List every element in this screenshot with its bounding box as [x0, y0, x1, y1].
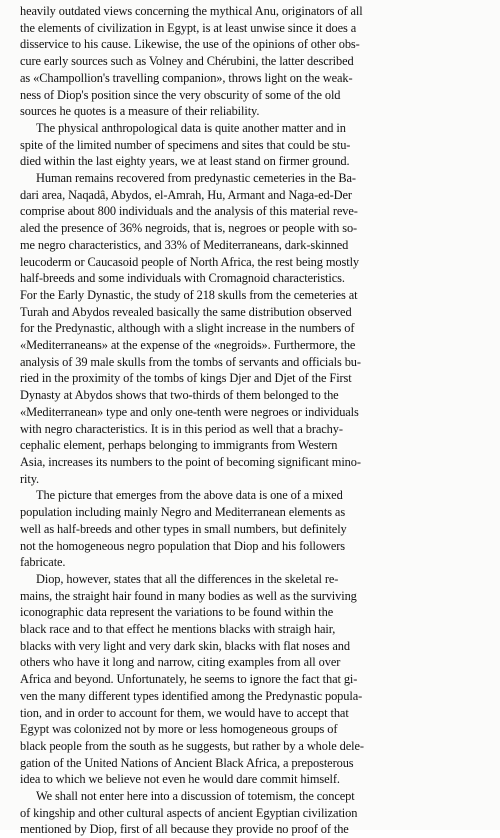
paragraph-4: [20, 487, 490, 571]
text-line: We shall not enter here into a discussion of totemism, the concept: [36, 789, 355, 804]
text-line: half-breeds and some individuals with Cromagnoid characteristics.: [20, 271, 345, 286]
text-line: died within the last eighty years, we at least stand on firmer ground.: [20, 154, 350, 169]
text-line: The physical anthropological data is quite another matter and in: [36, 120, 346, 135]
text-line: ness of Diop's position since the very obscurity of some of the old: [20, 87, 341, 102]
text-line: Human remains recovered from predynastic cemeteries in the Ba-: [36, 171, 356, 186]
text-line: of kingship and other cultural aspects of ancient Egyptian civilization: [20, 805, 358, 820]
paragraph-2: [20, 120, 490, 170]
text-line: the elements of civilization in Egypt, is at least unwise since it does a: [20, 20, 357, 35]
text-line: tion, and in order to account for them, we would have to accept that: [20, 705, 349, 720]
text-line: spite of the limited number of specimens and sites that could be stu-: [20, 137, 351, 152]
text-line: fabricate.: [20, 555, 66, 570]
paragraph-3: [20, 170, 490, 487]
text-line: cephalic element, perhaps belonging to immigrants from Western: [20, 438, 338, 453]
text-line: leucoderm or Caucasoid people of North Africa, the rest being mostly: [20, 254, 360, 269]
text-line: blacks with very light and very dark skin, blacks with flat noses and: [20, 638, 350, 653]
text-line: not the homogeneous negro population that Diop and his followers: [20, 538, 345, 553]
paragraph-1: [20, 3, 490, 120]
text-line: population including mainly Negro and Mediterranean elements as: [20, 505, 346, 520]
text-line: Diop, however, states that all the differences in the skeletal re-: [36, 571, 339, 586]
text-line: sources he quotes is a measure of their reliability.: [20, 104, 260, 119]
text-line: The picture that emerges from the above data is one of a mixed: [36, 488, 343, 503]
text-line: well as half-breeds and other types in small numbers, but definitely: [20, 521, 347, 536]
text-line: Turah and Abydos revealed basically the same distribution observed: [20, 304, 352, 319]
text-line: aled the presence of 36% negroids, that is, negroes or people with so-: [20, 221, 358, 236]
text-line: idea to which we believe not even he would dare commit himself.: [20, 772, 340, 787]
paragraph-6: [20, 788, 490, 838]
text-line: black people from the south as he suggests, but rather by a whole dele-: [20, 738, 364, 753]
text-line: for the Predynastic, although with a slight increase in the numbers of: [20, 321, 355, 336]
text-line: ven the many different types identified among the Predynastic popula-: [20, 688, 363, 703]
text-line: heavily outdated views concerning the mythical Anu, originators of all: [20, 4, 363, 18]
text-line: black race and to that effect he mentions blacks with straigh hair,: [20, 622, 336, 637]
text-line: dari area, Naqadâ, Abydos, el-Amrah, Hu, Armant and Naga-ed-Der: [20, 187, 352, 202]
text-line: comprise about 800 individuals and the analysis of this material reve-: [20, 204, 358, 219]
text-line: rity.: [20, 471, 39, 486]
text-line: Asia, increases its numbers to the point of becoming significant mino-: [20, 454, 361, 469]
text-line: «Mediterraneans» at the expense of the «negroids». Furthermore, the: [20, 338, 356, 353]
text-line: mentioned by Diop, first of all because they provide no proof of the: [20, 822, 349, 837]
text-line: For the Early Dynastic, the study of 218 skulls from the cemeteries at: [20, 287, 358, 302]
text-line: me negro characteristics, and 33% of Mediterraneans, dark-skinned: [20, 237, 349, 252]
text-line: ried in the proximity of the tombs of kings Djer and Djet of the First: [20, 371, 352, 386]
text-line: Egypt was colonized not by more or less homogeneous groups of: [20, 722, 338, 737]
text-line: as «Champollion's travelling companion», throws light on the weak-: [20, 70, 353, 85]
text-line: cure early sources such as Volney and Chérubini, the latter described: [20, 54, 354, 69]
text-line: Dynasty at Abydos shows that two-thirds of them belonged to the: [20, 388, 339, 403]
text-line: «Mediterranean» type and only one-tenth were negroes or individuals: [20, 404, 359, 419]
text-line: disservice to his cause. Likewise, the use of the opinions of other obs-: [20, 37, 360, 52]
paragraph-5: [20, 571, 490, 788]
text-line: gation of the United Nations of Ancient Black Africa, a preposterous: [20, 755, 354, 770]
text-line: mains, the straight hair found in many bodies as well as the surviving: [20, 588, 357, 603]
text-line: Africa and beyond. Unfortunately, he seems to ignore the fact that gi-: [20, 672, 358, 687]
text-line: with negro characteristics. It is in this period as well that a brachy-: [20, 421, 343, 436]
text-line: analysis of 39 male skulls from the tombs of servants and officials bu-: [20, 354, 361, 369]
body-text: [20, 3, 490, 838]
text-line: others who have it long and narrow, citing examples from all over: [20, 655, 341, 670]
text-line: iconographic data represent the variations to be found within the: [20, 605, 334, 620]
